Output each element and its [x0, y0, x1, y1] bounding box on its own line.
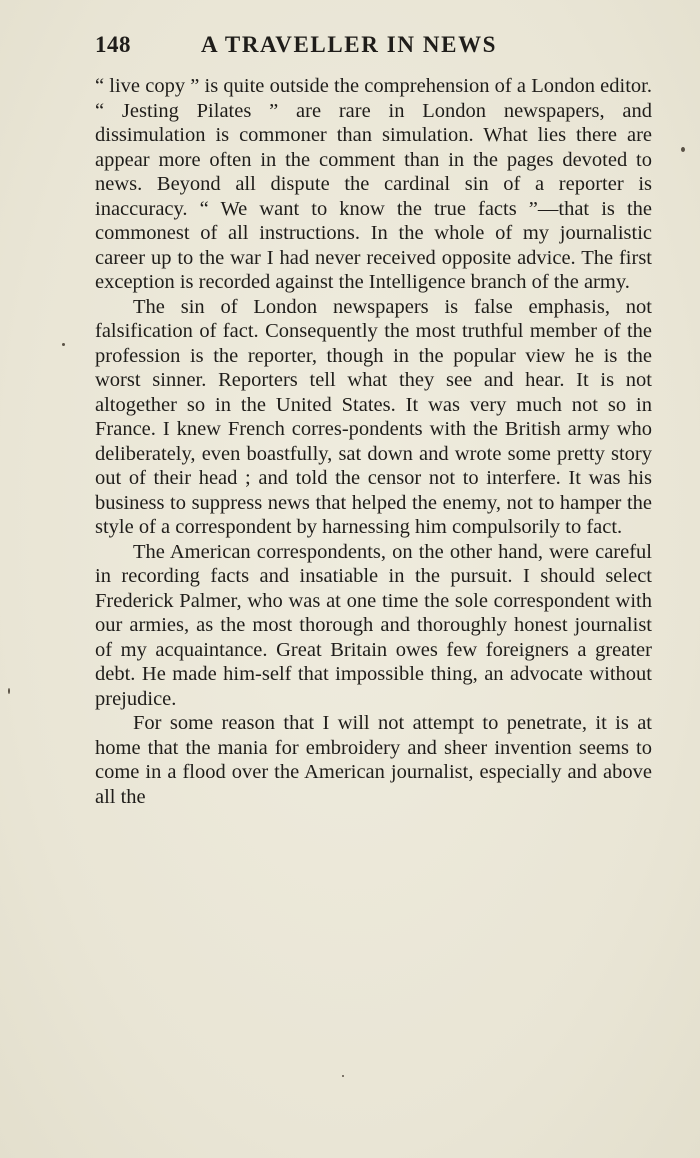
- paragraph: The American correspondents, on the other hand, were careful in recording facts and insatiable in the pursuit. I should select Frederick Palmer, who was at one time the sole correspondent with our armies, as the most thorough and thoroughly honest journalist of my acquaintance. Great Britain owes few foreigners a greater debt. He made him-self that impossible thing, an advocate without prejudice.: [95, 540, 652, 710]
- paragraph: The sin of London newspapers is false emphasis, not falsification of fact. Consequently the most truthful member of the profession is the reporter, though in the popular view he is the worst sinner. Reporters tell what they see and hear. It is not altogether so in the United States. It was very much not so in France. I knew French corres-pondents with the British army who deliberately, even boastfully, sat down and wrote some pretty story out of their head ; and told the censor not to interfere. It was his business to suppress news that helped the enemy, not to hamper the style of a correspondent by harnessing him compulsorily to fact.: [95, 295, 652, 538]
- page-number: 148: [95, 32, 131, 57]
- running-title: A TRAVELLER IN NEWS: [201, 32, 498, 57]
- ink-speck: [62, 343, 65, 346]
- paragraph: For some reason that I will not attempt to penetrate, it is at home that the mania for embroidery and sheer invention seems to come in a flood over the American journalist, especially and above all the: [95, 712, 652, 808]
- ink-speck: [681, 147, 685, 152]
- running-head: [95, 30, 655, 64]
- paragraph: “ live copy ” is quite outside the comprehension of a London editor. “ Jesting Pilates ” are rare in London newspapers, and dissimulation is commoner than simulation. What lies there are appear more often in the comment than in the pages devoted to news. Beyond all dispute the cardinal sin of a reporter is inaccuracy. “ We want to know the true facts ”—that is the commonest of all instructions. In the whole of my journalistic career up to the war I had never received opposite advice. The first exception is recorded against the Intelligence branch of the army.: [95, 75, 652, 293]
- ink-speck: [342, 1075, 344, 1077]
- body-text: [95, 74, 652, 809]
- ink-speck: [8, 688, 10, 694]
